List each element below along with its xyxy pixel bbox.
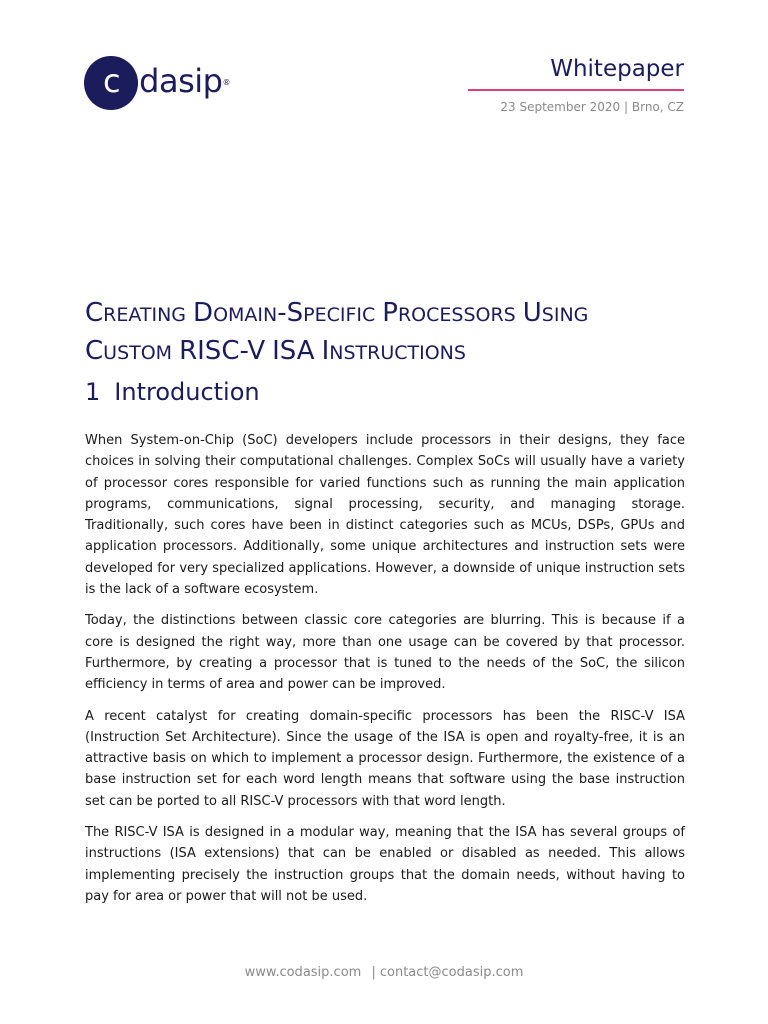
section-heading	[85, 378, 260, 406]
logo-first-letter: c	[103, 62, 121, 100]
paragraph: A recent catalyst for creating domain-specific processors has been the RISC-V ISA (Instruction Set Architecture). Since the usage of the ISA is open and royalty-free, it is an attractive basis on which to implement a processor design. Furthermore, the existence of a base instruction set for each word length means that software using the base instruction set can be ported to all RISC-V processors with that word length.	[85, 708, 685, 809]
title-word	[321, 336, 466, 366]
document-meta	[500, 100, 684, 114]
title-word	[286, 298, 376, 328]
title-word-initial: C	[85, 298, 104, 328]
title-word-rest: SING	[541, 304, 589, 326]
document-title	[85, 295, 685, 371]
title-word	[522, 298, 589, 328]
title-word-rest: PECIFIC	[303, 304, 376, 326]
footer-email-link[interactable]: contact@codasip.com	[379, 965, 524, 980]
title-word-initial: C	[85, 336, 104, 366]
title-word	[193, 298, 278, 328]
section-title: Introduction	[114, 378, 260, 406]
logo-registered-mark: ®	[222, 78, 231, 87]
title-word-initial: P	[382, 298, 398, 328]
title-word-initial: ISA	[272, 336, 315, 366]
title-word	[179, 336, 266, 366]
codasip-logo	[84, 56, 231, 110]
title-word	[272, 336, 315, 366]
title-word-initial: S	[286, 298, 304, 328]
document-location: Brno, CZ	[631, 100, 684, 114]
title-word-rest: USTOM	[103, 342, 173, 364]
header-accent-rule	[468, 89, 684, 91]
title-word	[85, 298, 187, 328]
title-word-rest: NSTRUCTIONS	[329, 342, 466, 364]
paragraph: Today, the distinctions between classic core categories are blurring. This is because if a core is designed the right way, more than one usage can be covered by that processor. Furthermore, by creating a processor that is tuned to the needs of the SoC, the silicon efficiency in terms of area and power can be improved.	[85, 613, 685, 693]
document-date: 23 September 2020	[500, 100, 621, 114]
section-number: 1	[85, 378, 101, 406]
document-type: Whitepaper	[550, 56, 684, 82]
page-footer	[0, 965, 768, 980]
paragraph: The RISC-V ISA is designed in a modular way, meaning that the ISA has several groups of instructions (ISA extensions) that can be enabled or disabled as needed. This allows implementing precisely the instruction groups that the domain needs, without having to pay for area or power that will not be used.	[85, 825, 685, 904]
title-line-1	[85, 295, 685, 333]
meta-separator: |	[623, 100, 629, 114]
title-word-rest: OMAIN	[213, 304, 278, 326]
title-word-rest: REATING	[103, 304, 187, 326]
footer-website-link[interactable]: www.codasip.com	[244, 965, 362, 980]
title-word-connector: -	[277, 298, 287, 328]
logo-rest: odasip	[120, 62, 223, 100]
logo-wordmark	[103, 62, 231, 100]
title-word-rest: ROCESSORS	[397, 304, 516, 326]
title-line-2	[85, 333, 685, 371]
title-word-initial: I	[321, 336, 330, 366]
title-word	[382, 298, 516, 328]
title-word-initial: RISC-V	[179, 336, 266, 366]
title-word	[85, 336, 173, 366]
title-word-initial: U	[522, 298, 542, 328]
paragraph: When System-on-Chip (SoC) developers include processors in their designs, they face choices in solving their computational challenges. Complex SoCs will usually have a variety of processor cores responsible for varied functions such as running the main application programs, communications, signal processing, security, and managing storage. Traditionally, such cores have been in distinct categories such as MCUs, DSPs, GPUs and application processors. Additionally, some unique architectures and instruction sets were developed for very specialized applications. However, a downside of unique instruction sets is the lack of a software ecosystem.	[85, 433, 685, 598]
footer-separator: |	[371, 965, 376, 980]
title-word-initial: D	[193, 298, 214, 328]
body-text	[85, 430, 685, 917]
